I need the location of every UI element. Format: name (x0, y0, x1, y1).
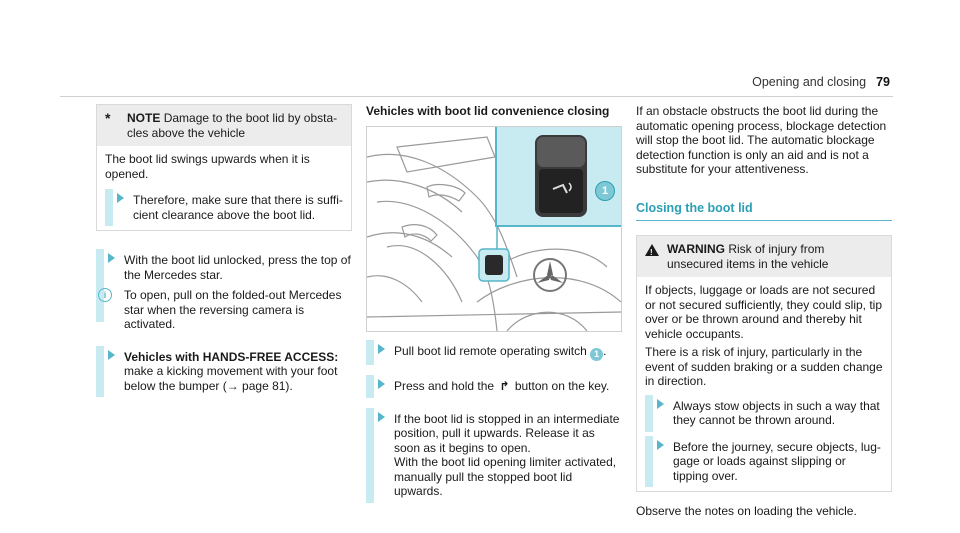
warning-step-stow (645, 399, 883, 428)
step-pull-switch (366, 344, 622, 361)
step-bar (105, 189, 113, 226)
step-arrow-icon (117, 193, 124, 203)
step-arrow-icon (657, 399, 664, 409)
section-rule (636, 220, 892, 221)
step-bar (645, 436, 653, 488)
step-pull-switch-post: . (603, 344, 607, 358)
warning-box-head (637, 236, 891, 277)
step-press-key-pre: Press and hold the (394, 379, 495, 393)
note-body: The boot lid swings upwards when it is opened. (105, 152, 310, 181)
switch-detail-inset (495, 127, 622, 227)
note-box (96, 104, 352, 231)
step-open-star-text: With the boot lid unlocked, press the top of the Mercedes star. (124, 253, 351, 282)
note-label: NOTE (127, 111, 161, 125)
column-2 (366, 104, 622, 498)
warning-box-body (637, 277, 891, 491)
warning-heading (667, 242, 883, 271)
step-limiter-text: With the boot lid opening limiter activated, manually pull the stopped boot lid upwards. (394, 455, 617, 498)
warning-title: Risk of injury from unsecured items in the vehicle (667, 242, 829, 271)
note-box-body (97, 146, 351, 230)
callout-badge-1: 1 (590, 348, 603, 361)
note-heading (127, 111, 343, 140)
mercedes-star-icon (534, 259, 566, 291)
figure-callout-1: 1 (595, 181, 615, 201)
boot-lid-switch-figure (366, 126, 622, 332)
column-1 (96, 104, 352, 393)
blockage-intro: If an obstacle obstructs the boot lid during the automatic opening process, blockage detection will stop the boot lid. The automatic blockage detection function is only an aid and is not a substitute for your attentiveness. (636, 104, 887, 176)
step-arrow-icon (108, 253, 115, 263)
warning-triangle-icon: ! (645, 242, 667, 271)
note-step (105, 193, 343, 222)
step-arrow-icon (108, 350, 115, 360)
note-title: Damage to the boot lid by obsta-cles above the vehicle (127, 111, 338, 140)
warning-step-secure (645, 440, 883, 484)
step-bar (96, 346, 104, 398)
step-bar (366, 375, 374, 398)
remote-switch-illustration (497, 127, 622, 225)
step-press-key (366, 379, 622, 394)
page-header-title: Opening and closing (752, 75, 867, 89)
page-number: 79 (876, 75, 890, 89)
step-arrow-icon (378, 412, 385, 422)
step-arrow-icon (657, 440, 664, 450)
step-bar (645, 395, 653, 432)
boot-lid-key-icon: ↱ (499, 379, 510, 393)
step-open-star (96, 253, 352, 282)
hands-free-label: Vehicles with HANDS-FREE ACCESS: (124, 349, 339, 364)
info-icon: i (98, 288, 112, 302)
warning-label: WARNING (667, 242, 725, 256)
warning-body-1: If objects, luggage or loads are not secured or not secured sufficiently, they could slip, tip over or be thrown around and thereby hit vehicle occupants. (645, 283, 883, 341)
info-reversing-camera (96, 288, 352, 332)
section-title-closing: Closing the boot lid (636, 200, 753, 215)
step-intermediate (366, 412, 622, 499)
warning-step-secure-text: Before the journey, secure objects, lug-gage or loads against slipping or tipping over. (673, 439, 881, 483)
info-text: To open, pull on the folded-out Mercedes star when the reversing camera is activated. (124, 288, 342, 331)
note-box-head (97, 105, 351, 146)
header-rule (60, 96, 893, 97)
hands-free-text: make a kicking movement with your foot below the bumper (→ page 81). (124, 364, 338, 393)
step-pull-switch-pre: Pull boot lid remote operating switch (394, 344, 587, 358)
note-step-text: Therefore, make sure that there is suffi-cient clearance above the boot lid. (133, 193, 343, 222)
warning-body-2: There is a risk of injury, particularly in the event of sudden braking or a sudden change in direction. (645, 345, 883, 388)
step-press-key-post: button on the key. (514, 379, 610, 393)
warning-step-stow-text: Always stow objects in such a way that they cannot be thrown around. (673, 398, 880, 427)
warning-box (636, 235, 892, 492)
step-intermediate-text: If the boot lid is stopped in an intermediate position, pull it upwards. Release it as soon as it begins to open. (394, 411, 620, 455)
step-bar (366, 408, 374, 503)
page-header (752, 75, 890, 90)
column-3 (636, 104, 892, 519)
step-arrow-icon (378, 379, 385, 389)
step-arrow-icon (378, 344, 385, 354)
loading-note: Observe the notes on loading the vehicle. (636, 504, 857, 518)
step-bar (366, 340, 374, 365)
note-asterisk-icon: * (105, 110, 111, 126)
convenience-steps (366, 344, 622, 499)
convenience-heading: Vehicles with boot lid convenience closing (366, 104, 610, 118)
step-hands-free (96, 350, 352, 394)
